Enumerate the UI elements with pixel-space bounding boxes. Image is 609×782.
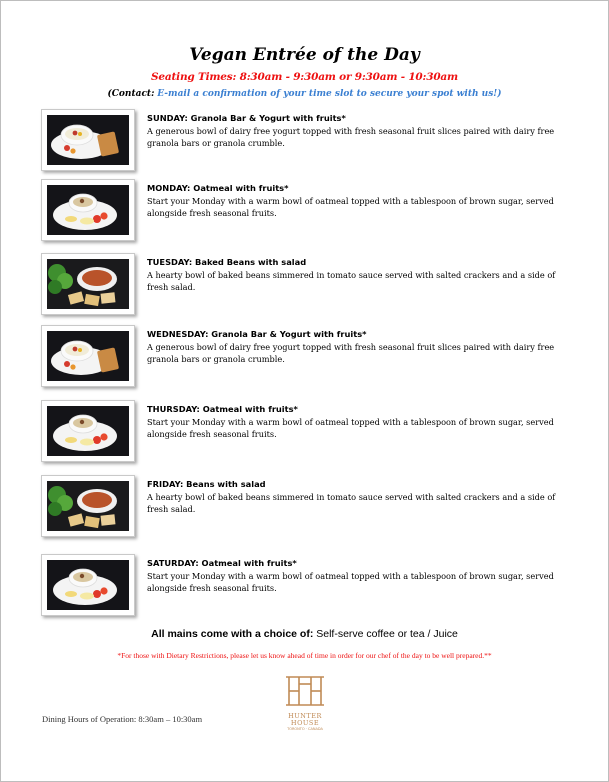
logo-sub: TORONTO · CANADA [287,727,323,731]
yogurt-photo-icon [47,331,129,381]
contact-message: E-mail a confirmation of your time slot to secure your spot with us!) [157,89,502,99]
dining-hours: Dining Hours of Operation: 8:30am – 10:30am [42,714,203,724]
logo-name-2: HOUSE [290,719,320,727]
menu-item-text [147,257,572,293]
menu-item [41,253,571,315]
mains-value: Self-serve coffee or tea / Juice [313,628,458,640]
page-title: Vegan Entrée of the Day [189,45,420,65]
food-photo [41,179,135,241]
menu-item [41,400,571,462]
menu-item [41,325,571,387]
logo-name-1: HUNTER [288,712,322,720]
menu-item-text [147,329,572,365]
food-photo [41,400,135,462]
oatmeal-photo-icon [47,560,129,610]
oatmeal-photo-icon [47,406,129,456]
menu-item-day: MONDAY: Oatmeal with fruits* [147,183,289,193]
menu-item-day: SUNDAY: Granola Bar & Yogurt with fruits* [147,113,346,123]
menu-item-text [147,113,572,149]
menu-item [41,475,571,537]
food-photo [41,475,135,537]
menu-item-text [147,183,572,219]
menu-item [41,109,571,171]
seating-times: Seating Times: 8:30am - 9:30am or 9:30am - 10:30am [151,71,458,83]
menu-item-text [147,404,572,440]
menu-item-description: A generous bowl of dairy free yogurt topped with fresh seasonal fruit slices paired with dairy free granola bars or granola crumble. [147,342,555,364]
dietary-note: *For those with Dietary Restrictions, please let us know ahead of time in order for our chef of the day to be well prepared.** [117,651,492,660]
menu-item-description: Start your Monday with a warm bowl of oatmeal topped with a tablespoon of brown sugar, served alongside fresh seasonal fruits. [147,417,554,439]
food-photo [41,554,135,616]
menu-item-text [147,558,572,594]
food-photo [41,325,135,387]
oatmeal-photo-icon [47,185,129,235]
contact-line [1,89,608,99]
menu-item-day: TUESDAY: Baked Beans with salad [147,257,307,267]
menu-item-description: Start your Monday with a warm bowl of oatmeal topped with a tablespoon of brown sugar, served alongside fresh seasonal fruits. [147,196,554,218]
food-photo [41,253,135,315]
food-photo [41,109,135,171]
menu-item-day: SATURDAY: Oatmeal with fruits* [147,558,297,568]
mains-note [1,628,608,640]
menu-item-description: A hearty bowl of baked beans simmered in tomato sauce served with salted crackers and a side of fresh salad. [147,492,556,514]
menu-item [41,554,571,616]
menu-item [41,179,571,241]
menu-item-description: A hearty bowl of baked beans simmered in tomato sauce served with salted crackers and a side of fresh salad. [147,270,556,292]
beans-photo-icon [47,259,129,309]
mains-label: All mains come with a choice of: [151,628,314,640]
menu-item-day: WEDNESDAY: Granola Bar & Yogurt with fruits* [147,329,367,339]
beans-photo-icon [47,481,129,531]
hh-monogram-icon [285,673,325,709]
menu-item-text [147,479,572,515]
menu-item-description: Start your Monday with a warm bowl of oatmeal topped with a tablespoon of brown sugar, served alongside fresh seasonal fruits. [147,571,554,593]
yogurt-photo-icon [47,115,129,165]
hunter-house-logo [275,673,335,737]
menu-item-day: FRIDAY: Beans with salad [147,479,266,489]
menu-item-day: THURSDAY: Oatmeal with fruits* [147,404,298,414]
menu-item-description: A generous bowl of dairy free yogurt topped with fresh seasonal fruit slices paired with dairy free granola bars or granola crumble. [147,126,555,148]
contact-label: (Contact: [107,89,155,99]
